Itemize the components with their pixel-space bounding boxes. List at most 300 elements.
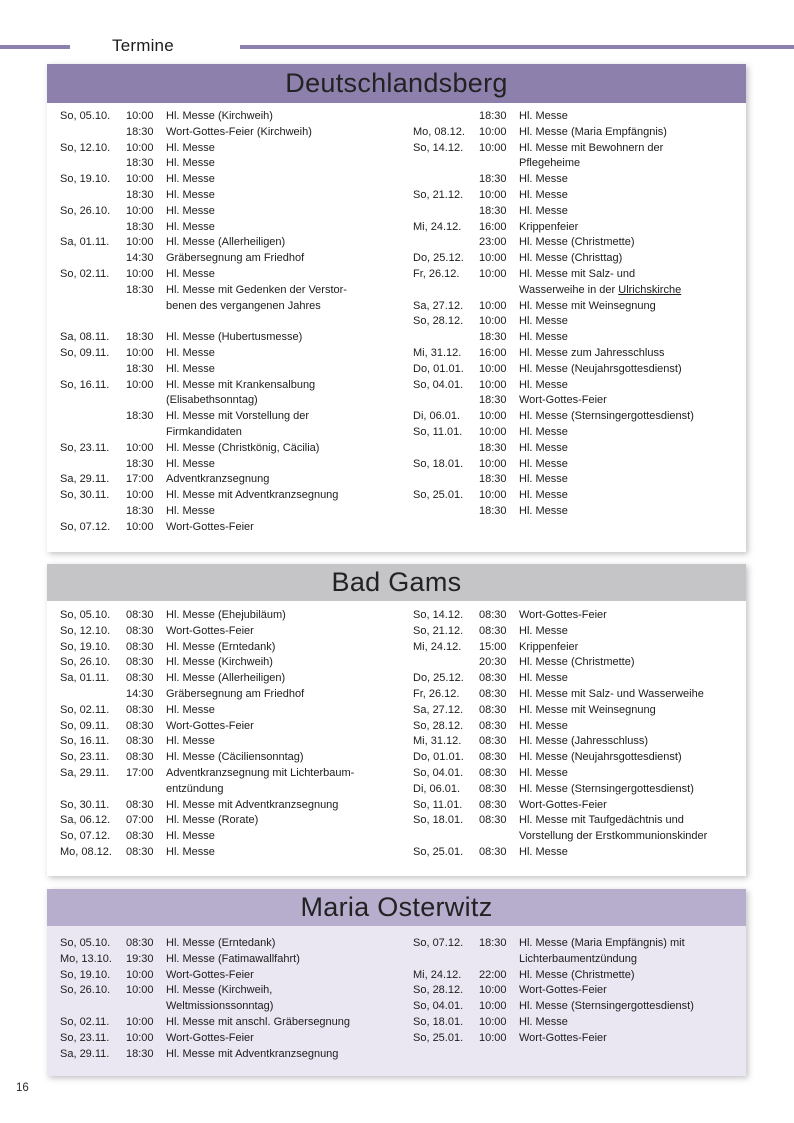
event-time: 18:30: [479, 441, 507, 454]
event-description: Hl. Messe (Neujahrsgottesdienst): [519, 751, 682, 764]
event-date: [413, 109, 479, 125]
schedule-row: [413, 314, 746, 330]
section-header: [47, 64, 746, 103]
event-time: 10:00: [479, 1000, 507, 1013]
schedule-row: [413, 703, 746, 719]
event-time: 08:30: [479, 751, 507, 764]
event-date: So, 26.10.: [60, 656, 111, 669]
schedule-row: [60, 504, 406, 520]
event-time: 10:00: [126, 441, 154, 454]
schedule-row: [413, 220, 746, 236]
schedule-row: [413, 687, 746, 703]
schedule-row: [60, 330, 406, 346]
event-date: So, 21.12.: [413, 188, 464, 201]
event-description: Hl. Messe: [166, 346, 215, 359]
event-time: 10:00: [479, 252, 507, 265]
event-description: Wort-Gottes-Feier: [519, 798, 607, 811]
event-time: 18:30: [126, 331, 154, 344]
section-body: [47, 601, 746, 876]
event-description: Hl. Messe: [519, 110, 568, 122]
event-time: 08:30: [126, 703, 154, 716]
event-date: [60, 188, 126, 204]
event-date: So, 26.10.: [60, 984, 111, 997]
event-time: 08:30: [479, 719, 507, 732]
event-description: Hl. Messe (Sternsingergottesdienst): [519, 782, 694, 795]
event-description: Hl. Messe (Christkönig, Cäcilia): [166, 441, 320, 454]
event-description: Hl. Messe (Erntedank): [166, 937, 276, 949]
event-description: Krippenfeier: [519, 640, 579, 653]
event-date: So, 16.11.: [60, 735, 110, 748]
event-time: 14:30: [126, 252, 154, 265]
event-date: [413, 172, 479, 188]
event-description: Hl. Messe (Allerheiligen): [166, 672, 286, 685]
event-description: Hl. Messe: [519, 672, 568, 685]
schedule-row: [413, 936, 746, 968]
schedule-row: [413, 999, 746, 1015]
schedule-row: [413, 968, 746, 984]
schedule-row: [60, 719, 406, 735]
event-date: So, 04.01.: [413, 378, 464, 391]
event-time: 10:00: [126, 520, 154, 533]
event-time: 10:00: [479, 457, 507, 470]
event-time: 16:00: [479, 346, 507, 359]
event-description: Wort-Gottes-Feier: [519, 1031, 607, 1044]
schedule-row: [413, 845, 746, 861]
event-time: 10:00: [126, 984, 154, 997]
schedule-row: [60, 671, 406, 687]
event-description: Hl. Messe (Christmette): [519, 236, 635, 249]
event-description: Hl. Messe: [519, 504, 568, 517]
event-time: 07:00: [126, 814, 154, 827]
event-description: Hl. Messe (Sternsingergottesdienst): [519, 410, 694, 423]
event-time: 18:30: [126, 457, 154, 470]
event-date: So, 25.01.: [413, 489, 464, 502]
event-description: Hl. Messe: [166, 504, 215, 517]
schedule-row: [60, 983, 406, 1015]
event-date: So, 14.12.: [413, 609, 464, 621]
event-description: Krippenfeier: [519, 220, 579, 233]
section-header: [47, 889, 746, 926]
event-date: Sa, 08.11.: [60, 331, 110, 344]
event-time: 19:30: [126, 952, 154, 965]
event-description: Hl. Messe: [166, 703, 215, 716]
event-time: 08:30: [126, 609, 154, 621]
event-description: Hl. Messe: [519, 331, 568, 344]
event-description: Hl. Messe: [166, 830, 215, 843]
event-date: So, 04.01.: [413, 1000, 464, 1013]
event-description: Hl. Messe: [166, 362, 215, 375]
event-description: Hl. Messe: [519, 845, 568, 858]
event-date: So, 11.01.: [413, 425, 463, 438]
event-date: [60, 283, 126, 315]
event-date: So, 02.11.: [60, 267, 110, 280]
schedule-row: [413, 188, 746, 204]
event-date: Sa, 27.12.: [413, 703, 464, 716]
event-date: Mo, 08.12.: [60, 845, 112, 858]
event-time: 18:30: [126, 220, 154, 233]
schedule-row: [60, 829, 406, 845]
schedule-row: [60, 624, 406, 640]
event-description: Hl. Messe (Fatimawallfahrt): [166, 952, 300, 965]
event-description: Hl. Messe: [519, 188, 568, 201]
event-description: Hl. Messe mit Bewohnern der Pflegeheime: [519, 141, 664, 170]
schedule-row: [60, 608, 406, 624]
event-description: Hl. Messe mit anschl. Gräbersegnung: [166, 1015, 351, 1028]
schedule-row: [60, 346, 406, 362]
event-description: Hl. Messe: [166, 267, 215, 280]
event-description: Wort-Gottes-Feier (Kirchweih): [166, 125, 312, 138]
schedule-column-right: [413, 109, 746, 520]
event-time: 08:30: [479, 814, 507, 827]
section-title: Bad Gams: [331, 567, 462, 597]
event-date: Do, 01.01.: [413, 751, 464, 764]
schedule-row: [413, 299, 746, 315]
schedule-row: [413, 457, 746, 473]
schedule-row: [413, 766, 746, 782]
schedule-row: [413, 251, 746, 267]
schedule-row: [60, 141, 406, 157]
event-date: So, 11.01.: [413, 798, 463, 811]
schedule-row: [60, 952, 406, 968]
schedule-row: [60, 1047, 406, 1063]
schedule-row: [413, 378, 746, 394]
event-description: Hl. Messe: [519, 315, 568, 328]
schedule-row: [60, 766, 406, 798]
event-description: Hl. Messe: [519, 624, 568, 637]
event-time: 10:00: [479, 299, 507, 312]
event-time: 20:30: [479, 656, 507, 669]
event-description: Hl. Messe: [519, 766, 568, 779]
schedule-sections: [47, 64, 746, 1076]
event-description: Hl. Messe mit Salz- und Wasserweihe: [519, 687, 704, 700]
schedule-row: [413, 750, 746, 766]
event-description: Hl. Messe (Sternsingergottesdienst): [519, 1000, 694, 1013]
event-date: Fr, 26.12.: [413, 267, 460, 280]
event-date: So, 18.01.: [413, 457, 464, 470]
event-date: Sa, 01.11.: [60, 672, 110, 685]
schedule-row: [60, 687, 406, 703]
schedule-row: [60, 750, 406, 766]
event-description: Wort-Gottes-Feier: [519, 984, 607, 997]
event-date: Mi, 24.12.: [413, 968, 462, 981]
event-time: 18:30: [126, 188, 154, 201]
event-description: Hl. Messe: [166, 457, 215, 470]
event-description: [166, 314, 406, 330]
event-date: [60, 409, 126, 441]
event-description: Adventkranzsegnung: [166, 473, 270, 486]
event-date: So, 05.10.: [60, 609, 111, 621]
event-description: Wort-Gottes-Feier: [166, 1031, 254, 1044]
event-date: So, 07.12.: [60, 830, 111, 843]
event-time: 23:00: [479, 236, 507, 249]
event-description: Hl. Messe (Neujahrsgottesdienst): [519, 362, 682, 375]
event-description: Hl. Messe: [519, 204, 568, 217]
schedule-row: [413, 204, 746, 220]
schedule-row: [413, 488, 746, 504]
schedule-column-left: [60, 936, 406, 1062]
schedule-row: [60, 1031, 406, 1047]
event-time: 10:00: [479, 1031, 507, 1044]
section-title: Maria Osterwitz: [300, 892, 493, 922]
section: [47, 64, 746, 552]
schedule-row: [60, 235, 406, 251]
event-description: Hl. Messe (Christmette): [519, 968, 635, 981]
event-date: Sa, 27.12.: [413, 299, 464, 312]
schedule-row: [60, 1015, 406, 1031]
event-time: 10:00: [126, 1015, 154, 1028]
event-description: Gräbersegnung am Friedhof: [166, 252, 305, 265]
event-date: Sa, 29.11.: [60, 766, 110, 779]
page-number: 16: [16, 1082, 29, 1094]
event-time: 08:30: [479, 687, 507, 700]
event-date: Sa, 29.11.: [60, 473, 110, 486]
schedule-row: [60, 125, 406, 141]
event-time: 10:00: [479, 188, 507, 201]
event-description: Wort-Gottes-Feier: [166, 968, 254, 981]
section-body: [47, 103, 746, 552]
event-date: Sa, 29.11.: [60, 1047, 110, 1060]
event-time: [126, 314, 166, 330]
event-date: Sa, 01.11.: [60, 236, 110, 249]
event-time: 10:00: [126, 267, 154, 280]
schedule-row: [413, 983, 746, 999]
schedule-row: [60, 798, 406, 814]
event-time: 10:00: [126, 110, 154, 122]
event-description: Hl. Messe (Cäciliensonntag): [166, 751, 304, 764]
schedule-row: [413, 504, 746, 520]
event-time: 08:30: [479, 766, 507, 779]
schedule-row: [60, 220, 406, 236]
schedule-row: [413, 624, 746, 640]
schedule-row: [60, 813, 406, 829]
event-time: 10:00: [126, 968, 154, 981]
event-date: [60, 457, 126, 473]
event-description: Hl. Messe mit Weinsegnung: [519, 703, 656, 716]
event-date: So, 19.10.: [60, 640, 111, 653]
event-description: Wort-Gottes-Feier: [519, 609, 607, 621]
event-date: [413, 235, 479, 251]
schedule-row: [413, 267, 746, 299]
schedule-row: [60, 472, 406, 488]
event-time: 10:00: [126, 489, 154, 502]
event-date: So, 25.01.: [413, 845, 464, 858]
event-time: 17:00: [126, 766, 154, 779]
event-time: 14:30: [126, 687, 154, 700]
event-time: 08:30: [479, 672, 507, 685]
event-date: So, 23.11.: [60, 1031, 110, 1044]
event-date: [413, 330, 479, 346]
event-time: 08:30: [126, 640, 154, 653]
event-date: [413, 472, 479, 488]
schedule-row: [60, 968, 406, 984]
event-time: 18:30: [479, 504, 507, 517]
schedule-row: [413, 141, 746, 173]
schedule-row: [413, 1015, 746, 1031]
event-date: So, 02.11.: [60, 1015, 110, 1028]
event-time: 08:30: [479, 735, 507, 748]
schedule-row: [413, 441, 746, 457]
schedule-row: [60, 362, 406, 378]
event-description: Wort-Gottes-Feier: [166, 624, 254, 637]
event-time: 08:30: [126, 830, 154, 843]
event-description: Hl. Messe: [519, 173, 568, 186]
event-description: Hl. Messe (Kirchweih): [166, 656, 273, 669]
schedule-row: [60, 655, 406, 671]
schedule-row: [413, 719, 746, 735]
schedule-row: [413, 109, 746, 125]
event-time: 08:30: [126, 719, 154, 732]
event-time: 10:00: [479, 1015, 507, 1028]
schedule-row: [60, 251, 406, 267]
event-date: Mo, 08.12.: [413, 125, 465, 138]
event-date: So, 28.12.: [413, 984, 464, 997]
schedule-column-left: [60, 608, 406, 861]
event-time: 10:00: [479, 141, 507, 154]
event-description: Wort-Gottes-Feier: [166, 719, 254, 732]
schedule-row: [60, 488, 406, 504]
event-description: Hl. Messe (Kirchweih, Weltmissionssonntag): [166, 984, 274, 1013]
event-date: So, 05.10.: [60, 937, 111, 949]
event-time: 08:30: [479, 703, 507, 716]
event-description: Adventkranzsegnung mit Lichterbaum- entzündung: [166, 766, 355, 795]
event-time: 10:00: [126, 378, 154, 391]
event-time: 08:30: [126, 735, 154, 748]
schedule-row: [413, 798, 746, 814]
schedule-row: [413, 362, 746, 378]
page-kicker: Termine: [112, 36, 174, 55]
schedule-row: [413, 640, 746, 656]
event-time: 16:00: [479, 220, 507, 233]
event-date: Mi, 31.12.: [413, 735, 462, 748]
event-date: Mi, 24.12.: [413, 640, 462, 653]
event-description: Hl. Messe: [166, 204, 215, 217]
event-description: Hl. Messe: [519, 1015, 568, 1028]
event-date: Mo, 13.10.: [60, 952, 112, 965]
event-date: Di, 06.01.: [413, 410, 461, 423]
event-date: [60, 687, 126, 703]
event-description: Hl. Messe: [519, 473, 568, 486]
event-date: [413, 655, 479, 671]
schedule-row: [60, 640, 406, 656]
event-description: Hl. Messe mit Weinsegnung: [519, 299, 656, 312]
schedule-row: [413, 813, 746, 845]
event-time: 18:30: [479, 394, 507, 407]
schedule-row: [60, 734, 406, 750]
event-date: Mi, 31.12.: [413, 346, 462, 359]
event-description: Hl. Messe: [519, 425, 568, 438]
event-time: 08:30: [479, 798, 507, 811]
event-date: So, 26.10.: [60, 204, 111, 217]
event-time: 08:30: [479, 845, 507, 858]
schedule-row: [60, 172, 406, 188]
schedule-row: [413, 346, 746, 362]
event-time: 08:30: [126, 937, 154, 949]
schedule-row: [413, 425, 746, 441]
event-description: Hl. Messe (Allerheiligen): [166, 236, 286, 249]
schedule-row: [60, 188, 406, 204]
event-description: Hl. Messe mit Vorstellung der Firmkandidaten: [166, 410, 310, 438]
schedule-row: [413, 734, 746, 750]
event-date: [60, 314, 126, 330]
event-time: 10:00: [479, 489, 507, 502]
event-description: Hl. Messe mit Taufgedächtnis und Vorstellung der Erstkommunionskinder: [519, 814, 708, 843]
event-time: 17:00: [126, 473, 154, 486]
event-date: So, 28.12.: [413, 315, 464, 328]
event-time: 10:00: [479, 125, 507, 138]
event-description: Hl. Messe: [519, 457, 568, 470]
schedule-row: [60, 267, 406, 283]
event-description: Hl. Messe: [519, 441, 568, 454]
event-date: Do, 25.12.: [413, 672, 464, 685]
event-time: 18:30: [126, 283, 154, 296]
event-date: Fr, 26.12.: [413, 687, 460, 700]
event-date: Sa, 06.12.: [60, 814, 111, 827]
event-description: Hl. Messe (Maria Empfängnis) mit Lichterbaumentzündung: [519, 937, 685, 965]
schedule-row: [413, 172, 746, 188]
section: [47, 889, 746, 1076]
schedule-row: [60, 314, 406, 330]
event-time: 08:30: [126, 624, 154, 637]
event-time: 18:30: [126, 410, 154, 423]
event-time: 08:30: [126, 751, 154, 764]
event-description: Hl. Messe (Rorate): [166, 814, 259, 827]
schedule-row: [60, 283, 406, 315]
event-time: 18:30: [479, 937, 507, 949]
event-date: So, 12.10.: [60, 141, 111, 154]
schedule-row: [413, 125, 746, 141]
event-time: 08:30: [479, 609, 507, 621]
event-description: Hl. Messe mit Salz- und Wasserweihe in der Ulrichskirche: [519, 267, 682, 296]
schedule-row: [60, 520, 406, 536]
event-date: So, 05.10.: [60, 110, 111, 122]
event-time: 18:30: [126, 1047, 154, 1060]
event-date: So, 09.11.: [60, 719, 110, 732]
event-date: Do, 01.01.: [413, 362, 464, 375]
event-time: 10:00: [126, 236, 154, 249]
event-time: 22:00: [479, 968, 507, 981]
event-date: Di, 06.01.: [413, 782, 461, 795]
event-description: Hl. Messe: [519, 489, 568, 502]
event-date: [413, 204, 479, 220]
event-description: Hl. Messe (Kirchweih): [166, 110, 273, 122]
event-date: So, 14.12.: [413, 141, 464, 154]
schedule-row: [413, 235, 746, 251]
schedule-column-left: [60, 109, 406, 536]
event-date: [413, 393, 479, 409]
schedule-column-right: [413, 936, 746, 1047]
schedule-row: [413, 671, 746, 687]
event-date: Do, 25.12.: [413, 252, 464, 265]
event-time: 18:30: [479, 173, 507, 186]
event-time: 08:30: [126, 798, 154, 811]
event-description: Hl. Messe mit Gedenken der Verstor- benen des vergangenen Jahres: [166, 283, 347, 312]
schedule-row: [60, 936, 406, 952]
event-time: 10:00: [126, 173, 154, 186]
schedule-row: [413, 608, 746, 624]
kicker-rule-left: [0, 45, 70, 49]
schedule-row: [413, 1031, 746, 1047]
event-time: 08:30: [479, 624, 507, 637]
event-time: 10:00: [126, 1031, 154, 1044]
event-date: [60, 220, 126, 236]
event-time: 08:30: [126, 656, 154, 669]
schedule-row: [60, 845, 406, 861]
event-date: So, 18.01.: [413, 1015, 464, 1028]
event-date: So, 18.01.: [413, 814, 464, 827]
schedule-row: [60, 109, 406, 125]
event-time: 18:30: [126, 504, 154, 517]
event-description: Hl. Messe (Erntedank): [166, 640, 276, 653]
